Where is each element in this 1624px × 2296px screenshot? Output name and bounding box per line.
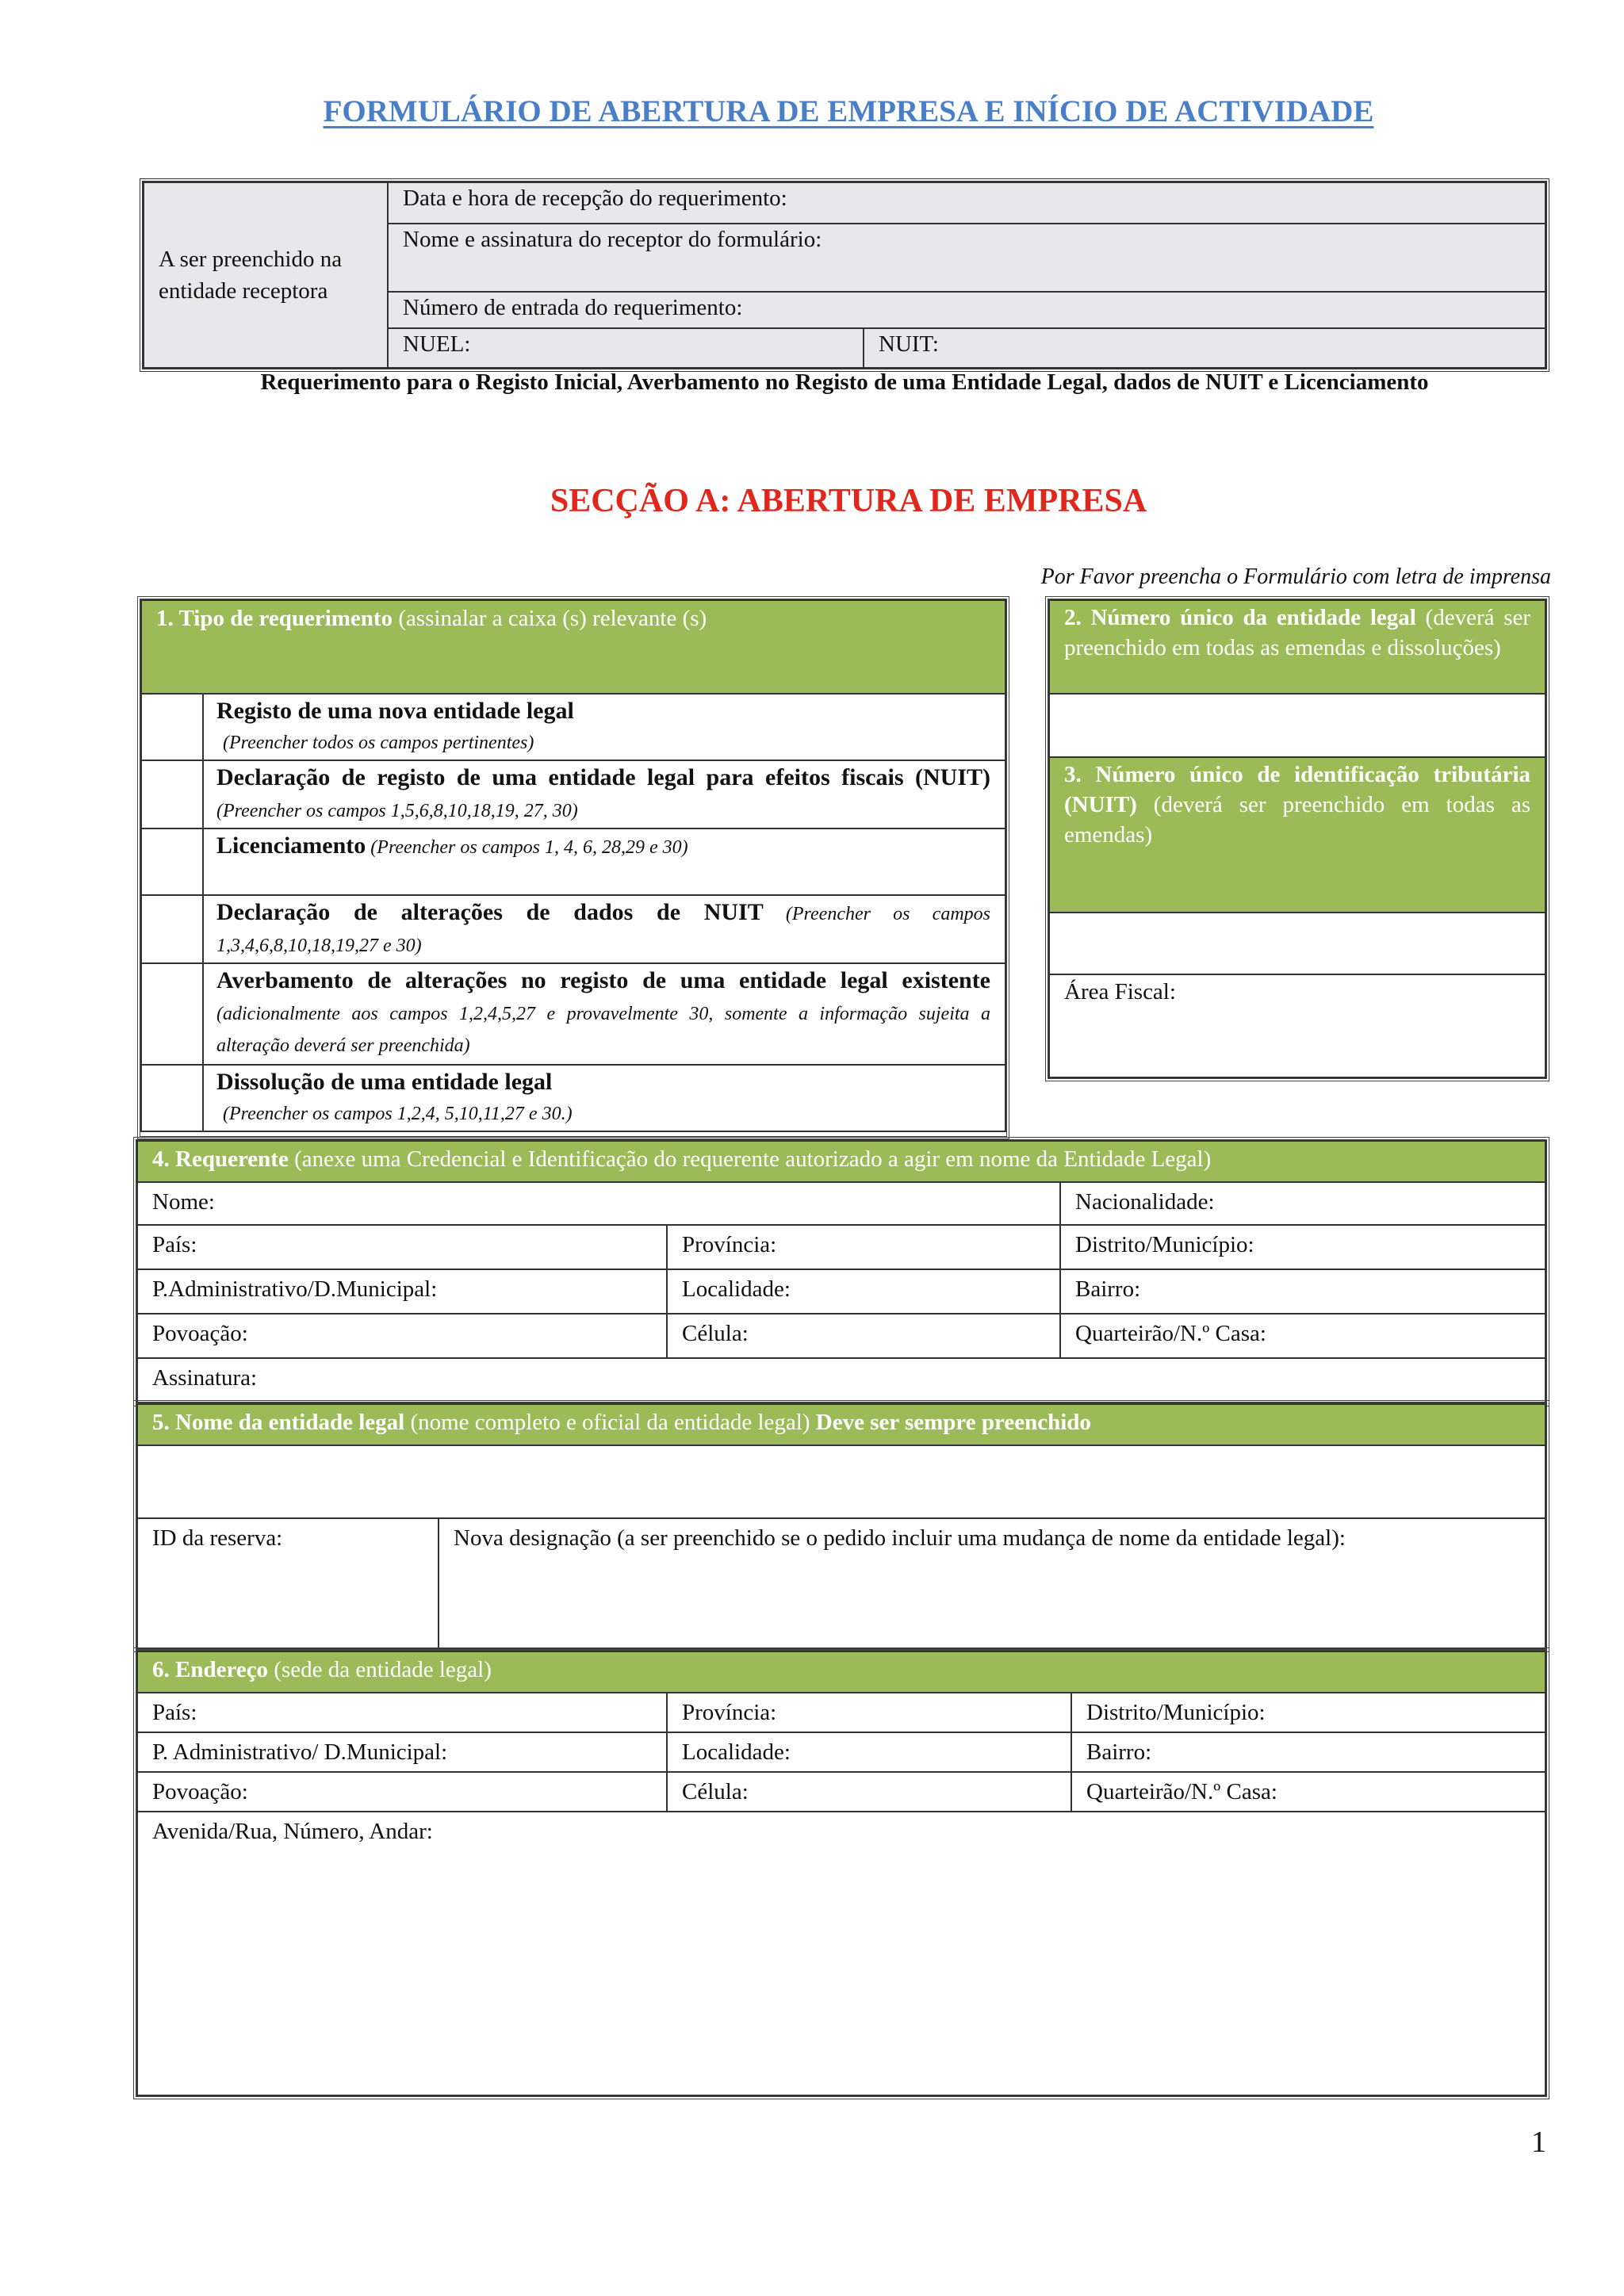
option-nuit-declaration (203, 760, 1005, 828)
print-hint: Por Favor preencha o Formulário com letra de imprensa (1040, 564, 1551, 589)
checkbox-new-entity[interactable] (141, 694, 203, 760)
applicant-admin-post-field[interactable]: P.Administrativo/D.Municipal: (137, 1269, 667, 1314)
new-designation-field[interactable]: Nova designação (a ser preenchido se o pedido incluir uma mudança de nome da entidade legal): (439, 1518, 1545, 1648)
address-country-field[interactable]: País: (137, 1693, 667, 1732)
address-province-field[interactable]: Província: (667, 1693, 1071, 1732)
section-2-note: (deverá ser preenchido em todas as emendas e dissoluções) (1064, 605, 1531, 660)
section-2-header (1049, 600, 1545, 694)
option-nuit-changes (203, 895, 1005, 963)
address-street-field[interactable]: Avenida/Rua, Número, Andar: (137, 1812, 1545, 2095)
applicant-locality-field[interactable]: Localidade: (667, 1269, 1060, 1314)
option-note: (Preencher os campos 1,5,6,8,10,18,19, 27, 30) (216, 801, 578, 821)
option-label: Averbamento de alterações no registo de uma entidade legal existente (216, 967, 990, 993)
option-note: (Preencher os campos 1,3,4,6,8,10,18,19,27 e 30) (216, 904, 990, 956)
address-block-field[interactable]: Quarteirão/N.º Casa: (1071, 1772, 1545, 1812)
checkbox-licensing[interactable] (141, 828, 203, 895)
request-heading: Requerimento para o Registo Inicial, Averbamento no Registo de uma Entidade Legal, dados de NUIT e Licenciamento (260, 369, 1429, 395)
address-district-field[interactable]: Distrito/Município: (1071, 1693, 1545, 1732)
section-4-applicant (133, 1137, 1549, 1406)
address-admin-post-field[interactable]: P. Administrativo/ D.Municipal: (137, 1732, 667, 1772)
entity-number-field[interactable] (1049, 694, 1545, 757)
section-5-entity-name (133, 1400, 1549, 1652)
applicant-block-field[interactable]: Quarteirão/N.º Casa: (1060, 1314, 1545, 1358)
option-dissolution (203, 1065, 1005, 1131)
section-5-note: (nome completo e oficial da entidade legal) (404, 1410, 816, 1435)
applicant-signature-field[interactable]: Assinatura: (137, 1358, 1545, 1402)
section-6-address (133, 1647, 1549, 2099)
address-village-field[interactable]: Povoação: (137, 1772, 667, 1812)
checkbox-nuit-changes[interactable] (141, 895, 203, 963)
section-5-title: 5. Nome da entidade legal (152, 1410, 405, 1435)
address-locality-field[interactable]: Localidade: (667, 1732, 1071, 1772)
section-5-required-note: Deve ser sempre preenchido (815, 1410, 1091, 1435)
option-label: Registo de uma nova entidade legal (216, 698, 574, 724)
section-6-header (137, 1651, 1545, 1693)
option-label: Dissolução de uma entidade legal (216, 1069, 553, 1095)
applicant-country-field[interactable]: País: (137, 1225, 667, 1269)
applicant-neighborhood-field[interactable]: Bairro: (1060, 1269, 1545, 1314)
applicant-district-field[interactable]: Distrito/Município: (1060, 1225, 1545, 1269)
reception-date-field[interactable]: Data e hora de recepção do requerimento: (388, 182, 1545, 224)
section-1-request-type (137, 596, 1009, 1139)
reception-label: A ser preenchido na entidade receptora (144, 182, 388, 368)
option-registry-amendment (203, 963, 1005, 1065)
nuit-field[interactable]: NUIT: (864, 328, 1545, 368)
option-licensing (203, 828, 1005, 895)
section-4-header (137, 1141, 1545, 1182)
sections-2-3 (1045, 596, 1549, 1081)
section-3-title: 3. Número único de identificação tributária (NUIT) (1064, 762, 1530, 817)
address-neighborhood-field[interactable]: Bairro: (1071, 1732, 1545, 1772)
applicant-name-field[interactable]: Nome: (137, 1182, 1060, 1225)
section-6-title: 6. Endereço (152, 1657, 269, 1682)
option-label: Licenciamento (216, 832, 366, 859)
form-title: FORMULÁRIO DE ABERTURA DE EMPRESA E INÍCIO DE ACTIVIDADE (323, 94, 1374, 128)
option-note: (Preencher todos os campos pertinentes) (223, 733, 534, 753)
receiver-name-field[interactable]: Nome e assinatura do receptor do formulário: (388, 224, 1545, 292)
option-note: (Preencher os campos 1,2,4, 5,10,11,27 e 30.) (223, 1104, 573, 1124)
section-4-note: (anexe uma Credencial e Identificação do requerente autorizado a agir em nome da Entidade Legal) (288, 1146, 1212, 1172)
section-3-note: (deverá ser preenchido em todas as emendas) (1064, 792, 1530, 848)
nuit-number-field[interactable] (1049, 913, 1545, 974)
page-number: 1 (1531, 2126, 1546, 2159)
applicant-province-field[interactable]: Província: (667, 1225, 1060, 1269)
reserve-id-field[interactable]: ID da reserva: (137, 1518, 439, 1648)
checkbox-registry-amendment[interactable] (141, 963, 203, 1065)
option-note: (Preencher os campos 1, 4, 6, 28,29 e 30) (366, 837, 688, 858)
section-6-note: (sede da entidade legal) (268, 1657, 492, 1682)
checkbox-dissolution[interactable] (141, 1065, 203, 1131)
section-2-title: 2. Número único da entidade legal (1064, 605, 1416, 630)
applicant-nationality-field[interactable]: Nacionalidade: (1060, 1182, 1545, 1225)
option-label: Declaração de alterações de dados de NUIT (216, 899, 764, 925)
option-new-entity (203, 694, 1005, 760)
entity-name-field[interactable] (137, 1445, 1545, 1518)
applicant-cell-field[interactable]: Célula: (667, 1314, 1060, 1358)
section-1-header (141, 600, 1005, 694)
nuel-field[interactable]: NUEL: (388, 328, 864, 368)
entry-number-field[interactable]: Número de entrada do requerimento: (388, 292, 1545, 328)
section-5-header (137, 1404, 1545, 1445)
address-cell-field[interactable]: Célula: (667, 1772, 1071, 1812)
fiscal-area-field[interactable]: Área Fiscal: (1049, 974, 1545, 1077)
section-3-header (1049, 757, 1545, 913)
section-4-title: 4. Requerente (152, 1146, 289, 1172)
checkbox-nuit-declaration[interactable] (141, 760, 203, 828)
applicant-village-field[interactable]: Povoação: (137, 1314, 667, 1358)
reception-box (140, 178, 1549, 372)
option-label: Declaração de registo de uma entidade legal para efeitos fiscais (NUIT) (216, 764, 990, 790)
section-1-title: 1. Tipo de requerimento (156, 606, 393, 631)
option-note: (adicionalmente aos campos 1,2,4,5,27 e provavelmente 30, somente a informação sujeita a alteração deverá ser preenchida) (216, 1004, 990, 1056)
section-1-note: (assinalar a caixa (s) relevante (s) (393, 606, 707, 631)
section-a-title: SECÇÃO A: ABERTURA DE EMPRESA (550, 483, 1147, 519)
